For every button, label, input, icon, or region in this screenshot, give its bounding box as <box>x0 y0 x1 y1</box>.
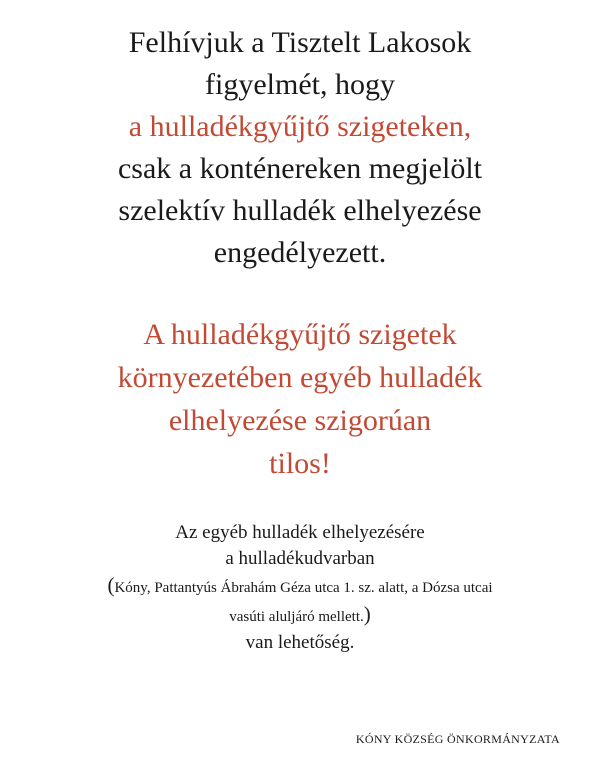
notice-paragraph-1 <box>0 22 600 274</box>
info-line-1: Az egyéb hulladék elhelyezésére <box>175 522 425 543</box>
notice-1-line-3-highlight: a hulladékgyűjtő szigeteken, <box>128 110 472 143</box>
signature: KÓNY KÖZSÉG ÖNKORMÁNYZATA <box>355 732 560 746</box>
notice-1-line-2: figyelmét, hogy <box>205 68 395 101</box>
notice-1-line-1: Felhívjuk a Tisztelt Lakosok <box>128 26 472 59</box>
notice-1-line-5: szelektív hulladék elhelyezése <box>118 194 482 227</box>
notice-2-line-2: környezetében egyéb hulladék <box>117 361 483 394</box>
info-line-5: van lehetőség. <box>245 632 355 653</box>
notice-1-line-4: csak a konténereken megjelölt <box>117 152 482 185</box>
close-parenthesis: ) <box>363 602 371 626</box>
address-text-1: Kóny, Pattantyús Ábrahám Géza utca 1. sz. alatt, a Dózsa utcai <box>114 580 493 596</box>
info-paragraph <box>0 520 600 656</box>
address-text-2: vasúti aluljáró mellett. <box>229 609 364 625</box>
notice-2-line-3: elhelyezése szigorúan <box>168 404 432 437</box>
info-address-line-2 <box>0 601 600 630</box>
notice-2-line-4: tilos! <box>269 447 331 480</box>
info-address-line-1 <box>0 572 600 601</box>
notice-1-line-6: engedélyezett. <box>213 236 387 269</box>
notice-paragraph-2-warning <box>0 313 600 485</box>
info-line-2: a hulladékudvarban <box>225 548 375 569</box>
notice-2-line-1: A hulladékgyűjtő szigetek <box>143 318 457 351</box>
open-parenthesis: ( <box>107 573 115 597</box>
